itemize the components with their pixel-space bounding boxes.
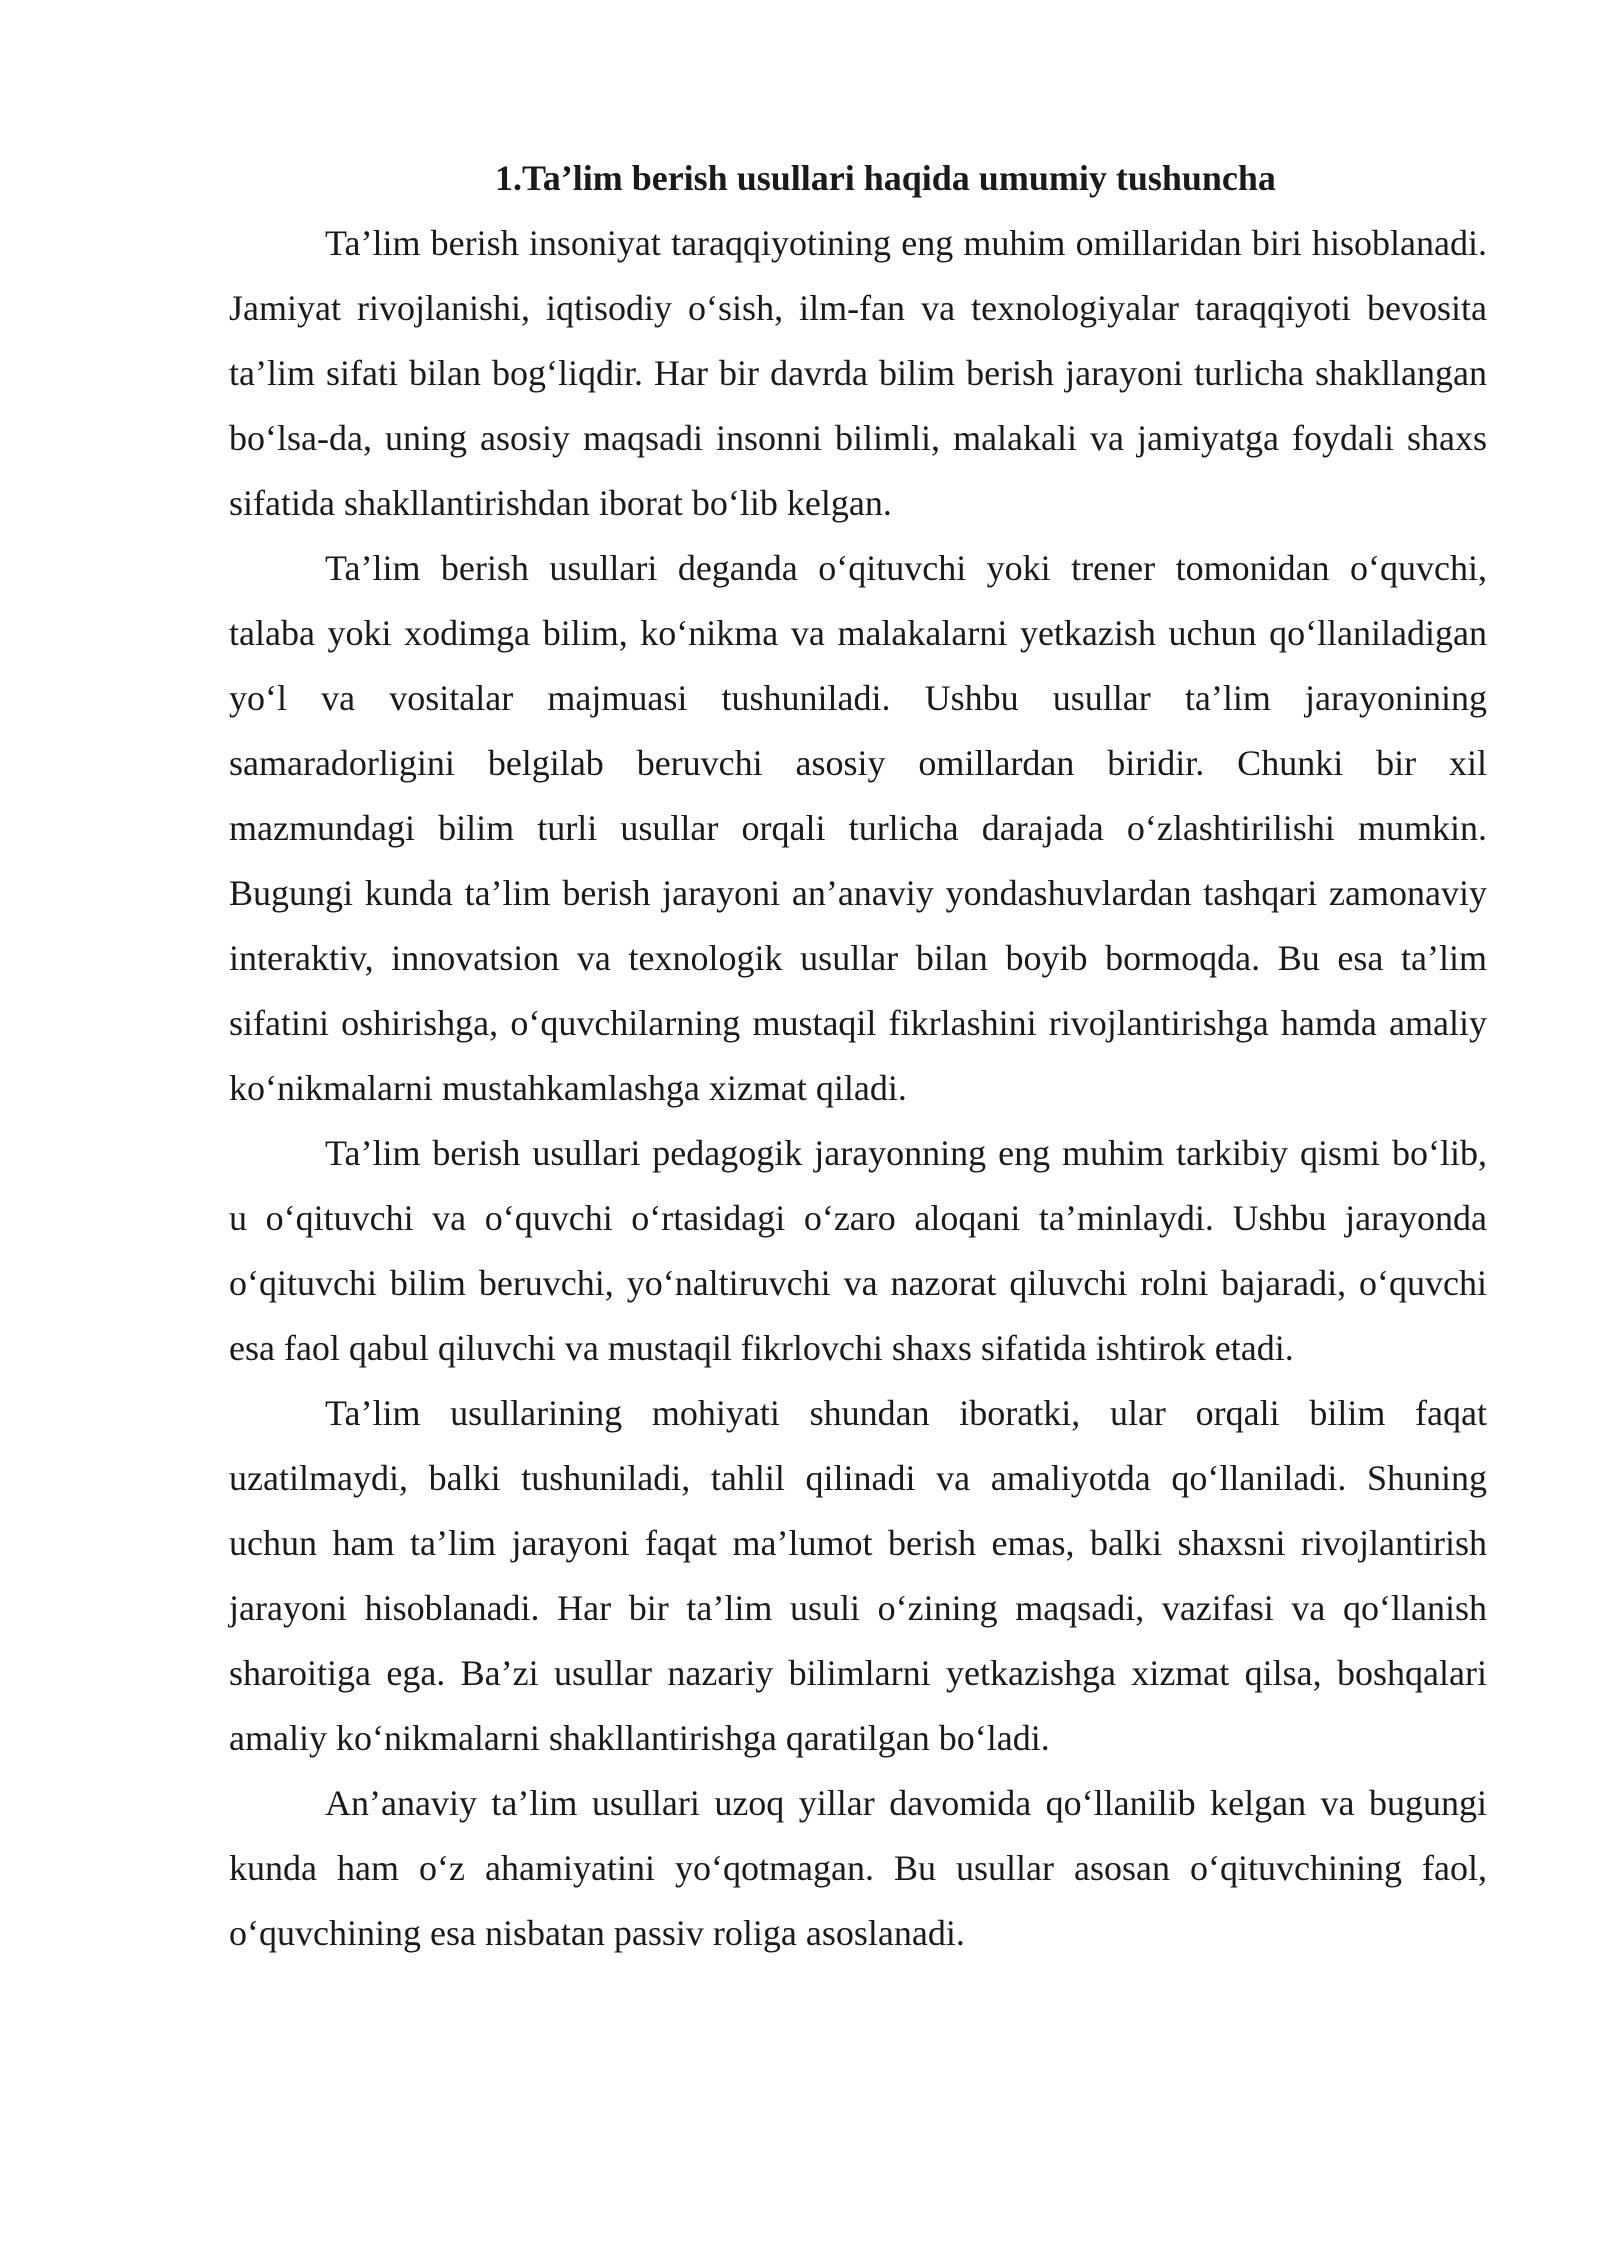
- document-body: [229, 146, 1487, 1966]
- section-title: 1.Ta’lim berish usullari haqida umumiy tushuncha: [495, 158, 1276, 198]
- paragraph-3: Ta’lim berish usullari pedagogik jarayonning eng muhim tarkibiy qismi bo‘lib, u o‘qituvchi va o‘quvchi o‘rtasidagi o‘zaro aloqani ta’minlaydi. Ushbu jarayonda o‘qituvchi bilim beruvchi, yo‘naltiruvchi va nazorat qiluvchi rolni bajaradi, o‘quvchi esa faol qabul qiluvchi va mustaqil fikrlovchi shaxs sifatida ishtirok etadi.: [229, 1133, 1487, 1368]
- paragraph-5: An’anaviy ta’lim usullari uzoq yillar davomida qo‘llanilib kelgan va bugungi kunda ham o‘z ahamiyatini yo‘qotmagan. Bu usullar asosan o‘qituvchining faol, o‘quvchining esa nisbatan passiv roliga asoslanadi.: [229, 1783, 1487, 1953]
- paragraph-1: Ta’lim berish insoniyat taraqqiyotining eng muhim omillaridan biri hisoblanadi. Jamiyat rivojlanishi, iqtisodiy o‘sish, ilm-fan va texnologiyalar taraqqiyoti bevosita ta’lim sifati bilan bog‘liqdir. Har bir davrda bilim berish jarayoni turlicha shakllangan bo‘lsa-da, uning asosiy maqsadi insonni bilimli, malakali va jamiyatga foydali shaxs sifatida shakllantirishdan iborat bo‘lib kelgan.: [229, 223, 1487, 523]
- paragraph-4: Ta’lim usullarining mohiyati shundan iboratki, ular orqali bilim faqat uzatilmaydi, balki tushuniladi, tahlil qilinadi va amaliyotda qo‘llaniladi. Shuning uchun ham ta’lim jarayoni faqat ma’lumot berish emas, balki shaxsni rivojlantirish jarayoni hisoblanadi. Har bir ta’lim usuli o‘zining maqsadi, vazifasi va qo‘llanish sharoitiga ega. Ba’zi usullar nazariy bilimlarni yetkazishga xizmat qilsa, boshqalari amaliy ko‘nikmalarni shakllantirishga qaratilgan bo‘ladi.: [229, 1393, 1487, 1758]
- paragraph-2: Ta’lim berish usullari deganda o‘qituvchi yoki trener tomonidan o‘quvchi, talaba yoki xodimga bilim, ko‘nikma va malakalarni yetkazish uchun qo‘llaniladigan yo‘l va vositalar majmuasi tushuniladi. Ushbu usullar ta’lim jarayonining samaradorligini belgilab beruvchi asosiy omillardan biridir. Chunki bir xil mazmundagi bilim turli usullar orqali turlicha darajada o‘zlashtirilishi mumkin. Bugungi kunda ta’lim berish jarayoni an’anaviy yondashuvlardan tashqari zamonaviy interaktiv, innovatsion va texnologik usullar bilan boyib bormoqda. Bu esa ta’lim sifatini oshirishga, o‘quvchilarning mustaqil fikrlashini rivojlantirishga hamda amaliy ko‘nikmalarni mustahkamlashga xizmat qiladi.: [229, 548, 1487, 1108]
